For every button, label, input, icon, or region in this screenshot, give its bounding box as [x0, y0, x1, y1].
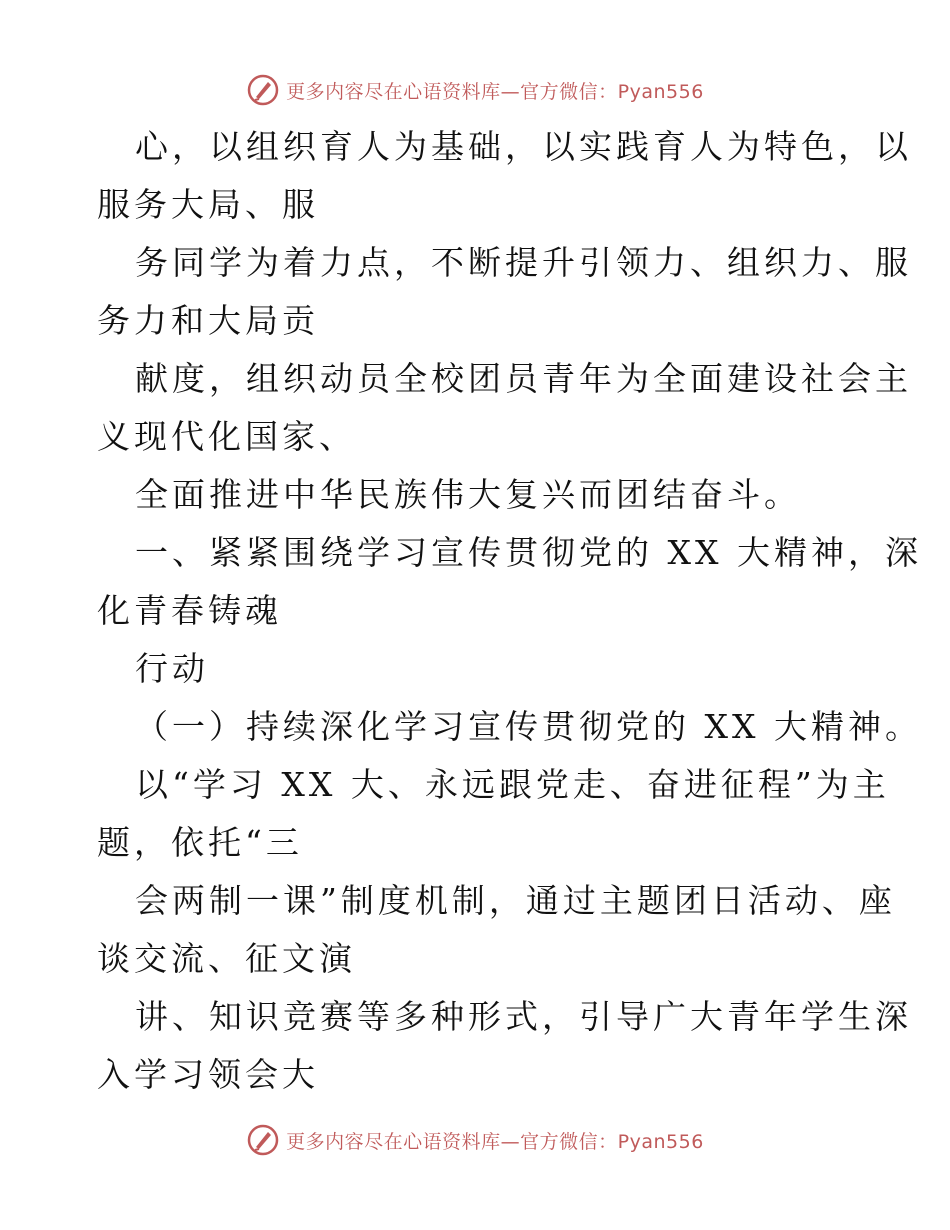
text-line: 入学习领会大: [97, 1055, 319, 1094]
watermark-text: 更多内容尽在心语资料库—官方微信：Pyan556: [286, 1130, 704, 1153]
watermark-text: 更多内容尽在心语资料库—官方微信：Pyan556: [286, 80, 704, 103]
quill-logo-icon: [246, 1123, 280, 1157]
text-line: 讲、知识竞赛等多种形式，引导广大青年学生深: [135, 997, 912, 1036]
text-line: 务同学为着力点，不断提升引领力、组织力、服: [135, 243, 912, 282]
text-line: 务力和大局贡: [97, 301, 319, 340]
document-body: [97, 118, 922, 1104]
text-line: 行动: [135, 649, 209, 688]
quill-logo-icon: [246, 73, 280, 107]
text-line: 服务大局、服: [97, 185, 319, 224]
text-line: （一）持续深化学习宣传贯彻党的 XX 大精神。: [135, 707, 922, 746]
text-line: 献度，组织动员全校团员青年为全面建设社会主: [135, 359, 912, 398]
text-line: 全面推进中华民族伟大复兴而团结奋斗。: [135, 475, 801, 514]
text-line: 会两制一课”制度机制，通过主题团日活动、座: [135, 881, 896, 920]
watermark-header: [0, 70, 950, 110]
text-line: 义现代化国家、: [97, 417, 356, 456]
text-line: 谈交流、征文演: [97, 939, 356, 978]
watermark-footer: [0, 1120, 950, 1160]
text-line: 心，以组织育人为基础，以实践育人为特色，以: [135, 127, 912, 166]
text-line: 题，依托“三: [97, 823, 303, 862]
text-line: 一、紧紧围绕学习宣传贯彻党的 XX 大精神，深: [135, 533, 922, 572]
text-line: 化青春铸魂: [97, 591, 282, 630]
text-line: 以“学习 XX 大、永远跟党走、奋进征程”为主: [135, 765, 890, 804]
